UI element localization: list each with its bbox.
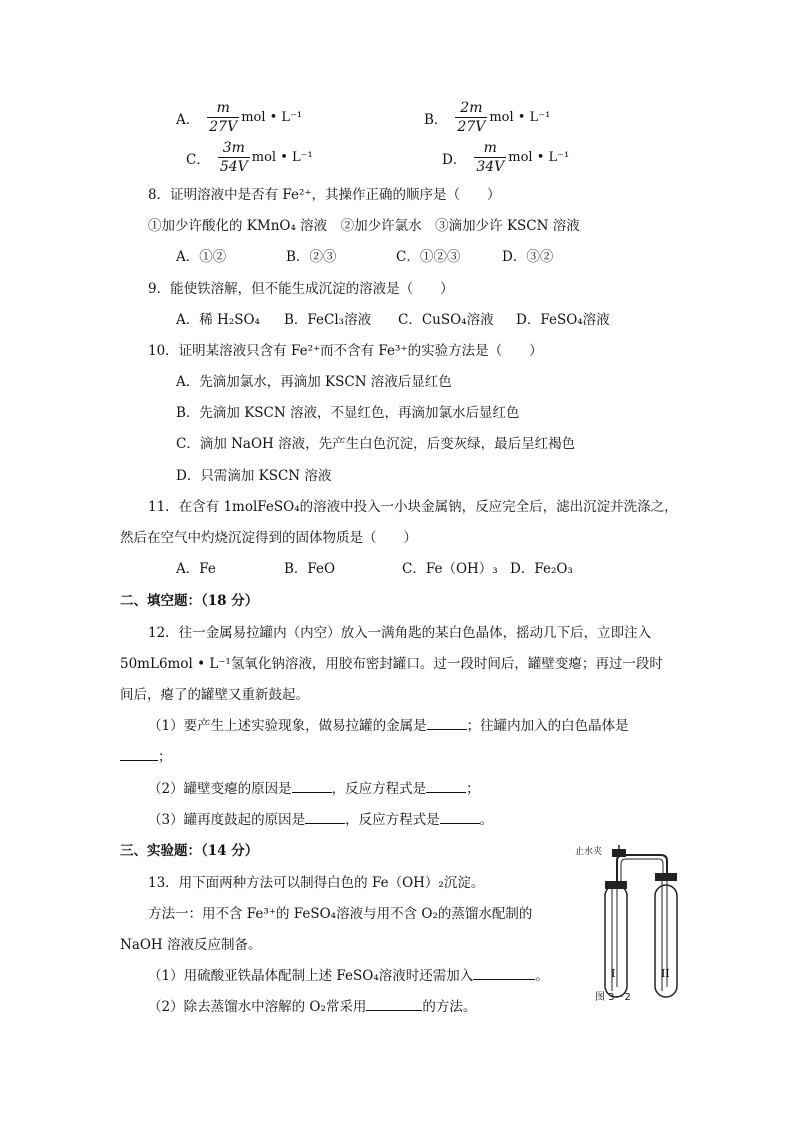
- answer-blank[interactable]: [473, 979, 535, 980]
- q12-part1-cont: ；: [120, 751, 172, 765]
- q9-option-c: C．CuSO₄溶液: [398, 312, 494, 328]
- answer-blank[interactable]: [366, 1010, 422, 1011]
- answer-blank[interactable]: [427, 729, 467, 730]
- q10-option-d: D．只需滴加 KSCN 溶液: [176, 468, 332, 484]
- section-heading-fill-in: 二、填空题：（18 分）: [120, 593, 259, 609]
- q13-method1-line1: 方法一：用不含 Fe³⁺的 FeSO₄溶液与用不含 O₂的蒸馏水配制的: [148, 906, 533, 922]
- unit: mol • L⁻¹: [489, 110, 551, 125]
- answer-blank[interactable]: [440, 823, 480, 824]
- tube-label-2: II: [661, 967, 670, 980]
- q9-option-a: A．稀 H₂SO₄: [176, 312, 260, 328]
- q10-option-c: C．滴加 NaOH 溶液，先产生白色沉淀，后变灰绿，最后呈红褐色: [176, 436, 576, 452]
- q8-steps: ①加少许酸化的 KMnO₄ 溶液 ②加少许氯水 ③滴加少许 KSCN 溶液: [148, 218, 580, 234]
- q13-method1-line2: NaOH 溶液反应制备。: [120, 937, 262, 953]
- q9-stem: 9．能使铁溶解，但不能生成沉淀的溶液是（ ）: [148, 281, 454, 297]
- q8-stem: 8．证明溶液中是否有 Fe²⁺，其操作正确的顺序是（ ）: [148, 187, 501, 203]
- option-label: B．: [424, 111, 448, 128]
- option-label: A．: [176, 111, 200, 128]
- clamp-label: 止水夹: [575, 847, 603, 857]
- q7-option-d: [442, 140, 569, 175]
- fraction: $\frac{m}{27V}$: [209, 100, 238, 135]
- q8-option-d: D．③②: [502, 249, 554, 265]
- q12-part2: （2）罐壁变瘪的原因是 ，反应方程式是 ；: [148, 781, 480, 797]
- answer-blank[interactable]: [305, 823, 345, 824]
- answer-blank[interactable]: [292, 792, 332, 793]
- q11-stem-line2: 然后在空气中灼烧沉淀得到的固体物质是（ ）: [120, 530, 417, 546]
- q7-option-a: [176, 100, 302, 135]
- q11-option-a: A．Fe: [176, 561, 216, 577]
- unit: mol • L⁻¹: [251, 150, 313, 165]
- q11-stem-line1: 11．在含有 1molFeSO₄的溶液中投入一小块金属钠，反应完全后，滤出沉淀并洗涤之，: [148, 499, 678, 515]
- q13-part2: （2）除去蒸馏水中溶解的 O₂常采用 的方法。: [148, 999, 477, 1015]
- q10-option-b: B．先滴加 KSCN 溶液，不显红色，再滴加氯水后显红色: [176, 405, 520, 421]
- q10-option-a: A．先滴加氯水，再滴加 KSCN 溶液后显红色: [176, 374, 452, 390]
- q12-stem-line3: 间后，瘪了的罐壁又重新鼓起。: [120, 687, 309, 703]
- fraction: $\frac{2m}{27V}$: [457, 100, 486, 135]
- option-label: D．: [442, 151, 467, 168]
- q11-option-c: C．Fe（OH）₃: [402, 561, 498, 577]
- q8-option-c: C．①②③: [396, 249, 461, 265]
- answer-blank[interactable]: [426, 792, 466, 793]
- q12-stem-line2: 50mL6mol • L⁻¹氢氧化钠溶液，用胶布密封罐口。过一段时间后，罐壁变瘪；再过一段时: [120, 656, 663, 672]
- figure-caption: 图 3－2: [595, 992, 631, 1003]
- answer-blank[interactable]: [120, 760, 158, 761]
- q13-stem: 13．用下面两种方法可以制得白色的 Fe（OH）₂沉淀。: [148, 875, 485, 891]
- q7-option-b: [424, 100, 550, 135]
- fraction: $\frac{3m}{54V}$: [219, 140, 248, 175]
- q9-option-d: D．FeSO₄溶液: [516, 312, 610, 328]
- q11-option-d: D．Fe₂O₃: [510, 561, 573, 577]
- q8-option-a: A．①②: [176, 249, 227, 265]
- q11-option-b: B．FeO: [284, 561, 336, 577]
- section-heading-experiment: 三、实验题：（14 分）: [120, 843, 259, 859]
- q10-stem: 10．证明某溶液只含有 Fe²⁺而不含有 Fe³⁺的实验方法是（ ）: [148, 343, 543, 359]
- fraction: $\frac{m}{34V}$: [476, 140, 505, 175]
- q8-option-b: B．②③: [286, 249, 337, 265]
- test-tube-apparatus-figure: [575, 845, 685, 1035]
- option-label: C．: [186, 151, 210, 168]
- unit: mol • L⁻¹: [508, 150, 570, 165]
- q12-part3: （3）罐再度鼓起的原因是 ，反应方程式是 。: [148, 812, 494, 828]
- q9-option-b: B．FeCl₃溶液: [284, 312, 372, 328]
- q13-part1: （1）用硫酸亚铁晶体配制上述 FeSO₄溶液时还需加入 。: [148, 968, 549, 984]
- apparatus-drawing: [575, 845, 685, 1035]
- q12-stem-line1: 12．往一金属易拉罐内（内空）放入一满角匙的某白色晶体，摇动几下后，立即注入: [148, 625, 652, 641]
- q7-option-c: [186, 140, 313, 175]
- unit: mol • L⁻¹: [241, 110, 303, 125]
- tube-label-1: I: [611, 967, 616, 980]
- q12-part1: （1）要产生上述实验现象，做易拉罐的金属是 ；往罐内加入的白色晶体是: [148, 718, 629, 734]
